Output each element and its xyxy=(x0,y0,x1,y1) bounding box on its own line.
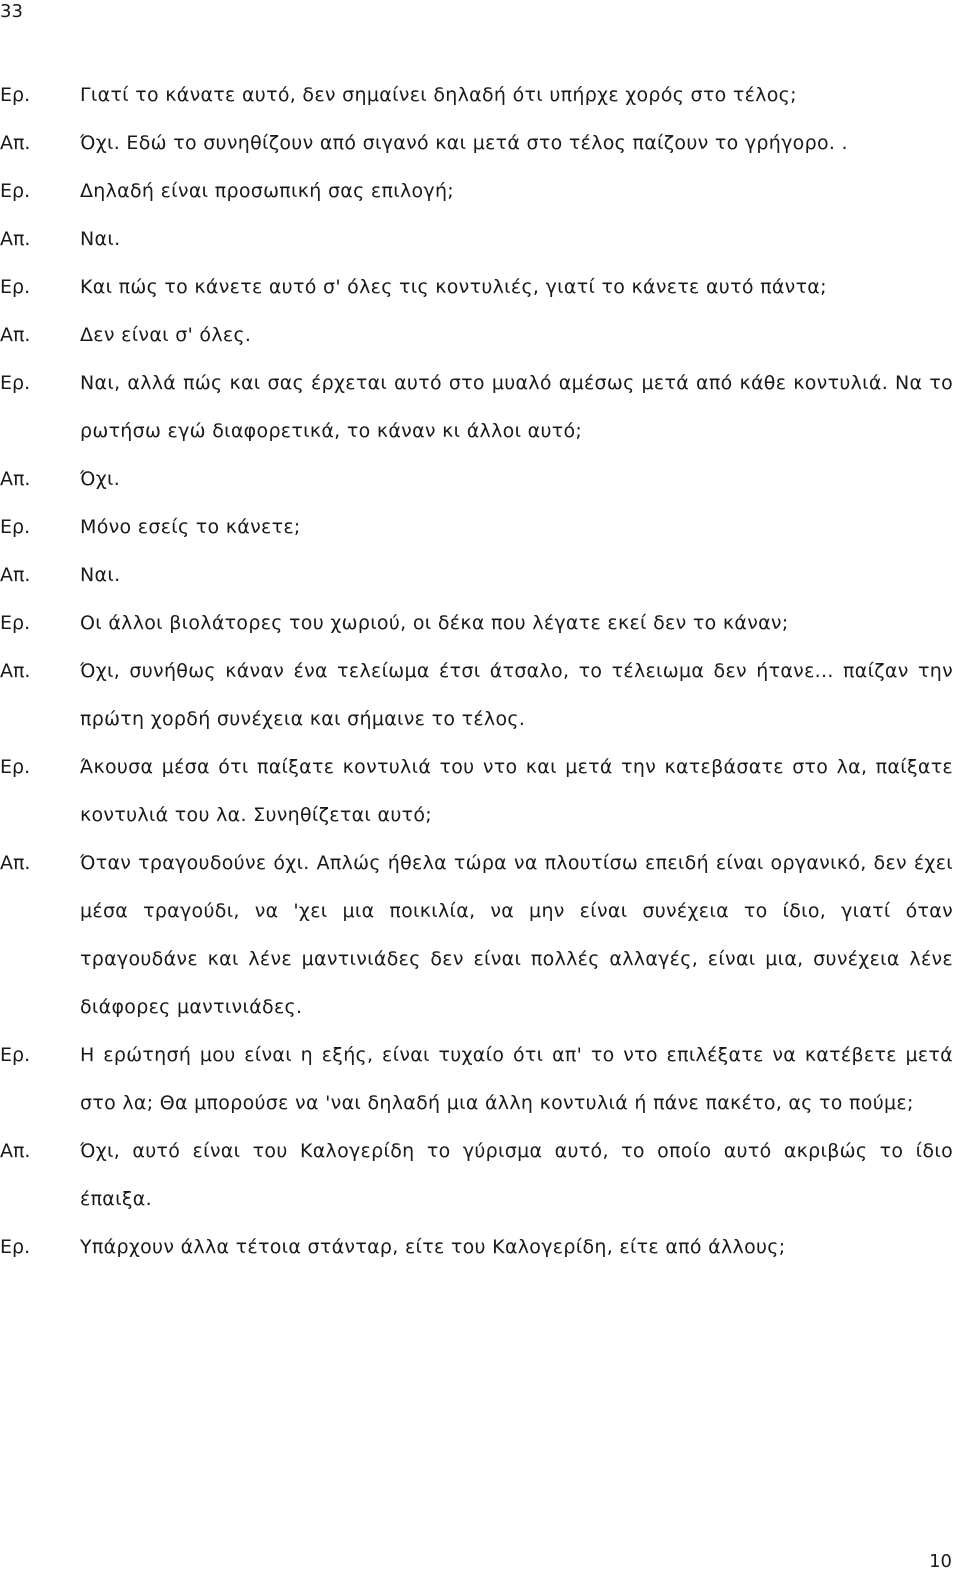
utterance-text: Όχι. xyxy=(80,468,121,490)
transcript-entry xyxy=(0,551,960,599)
transcript-entry xyxy=(0,215,960,263)
transcript-entry xyxy=(0,743,960,839)
interview-transcript xyxy=(0,71,960,1271)
speaker-label: Απ. xyxy=(0,852,31,874)
utterance-text: Οι άλλοι βιολάτορες του χωριού, οι δέκα που λέγατε εκεί δεν το κάναν; xyxy=(80,612,789,634)
transcript-entry xyxy=(0,647,960,743)
page-number-top: 33 xyxy=(0,1,23,22)
transcript-entry xyxy=(0,1223,960,1271)
utterance-text: Όχι, συνήθως κάναν ένα τελείωμα έτσι άτσαλο, το τέλειωμα δεν ήτανε... παίζαν την πρώτη χορδή συνέχεια και σήμαινε το τέλος. xyxy=(80,660,953,730)
transcript-entry xyxy=(0,167,960,215)
speaker-label: Ερ. xyxy=(0,84,31,106)
utterance-text: Και πώς το κάνετε αυτό σ' όλες τις κοντυλιές, γιατί το κάνετε αυτό πάντα; xyxy=(80,276,827,298)
transcript-entry xyxy=(0,359,960,455)
utterance-text: Όταν τραγουδούνε όχι. Απλώς ήθελα τώρα να πλουτίσω επειδή είναι οργανικό, δεν έχει μέσα τραγούδι, να 'χει μια ποικιλία, να μην είναι συνέχεια το ίδιο, γιατί όταν τραγουδάνε και λένε μαντινιάδες δεν είναι πολλές αλλαγές, είναι μια, συνέχεια λένε διάφορες μαντινιάδες. xyxy=(80,852,953,1018)
speaker-label: Απ. xyxy=(0,132,31,154)
utterance-text: Υπάρχουν άλλα τέτοια στάνταρ, είτε του Καλογερίδη, είτε από άλλους; xyxy=(80,1236,786,1258)
transcript-entry xyxy=(0,263,960,311)
speaker-label: Απ. xyxy=(0,1140,31,1162)
transcript-entry xyxy=(0,119,960,167)
speaker-label: Ερ. xyxy=(0,180,31,202)
utterance-text: Γιατί το κάνατε αυτό, δεν σημαίνει δηλαδή ότι υπήρχε χορός στο τέλος; xyxy=(80,84,797,106)
speaker-label: Ερ. xyxy=(0,516,31,538)
transcript-entry xyxy=(0,455,960,503)
utterance-text: Μόνο εσείς το κάνετε; xyxy=(80,516,301,538)
speaker-label: Ερ. xyxy=(0,756,31,778)
speaker-label: Απ. xyxy=(0,324,31,346)
transcript-entry xyxy=(0,71,960,119)
speaker-label: Απ. xyxy=(0,660,31,682)
speaker-label: Ερ. xyxy=(0,372,31,394)
transcript-entry xyxy=(0,1127,960,1223)
utterance-text: Η ερώτησή μου είναι η εξής, είναι τυχαίο ότι απ' το ντο επιλέξατε να κατέβετε μετά στο λα; Θα μπορούσε να 'ναι δηλαδή μια άλλη κοντυλιά ή πάνε πακέτο, ας το πούμε; xyxy=(80,1044,953,1114)
transcript-entry xyxy=(0,839,960,1031)
transcript-entry xyxy=(0,311,960,359)
page-number-bottom: 10 xyxy=(929,1551,952,1572)
speaker-label: Απ. xyxy=(0,564,31,586)
utterance-text: Όχι, αυτό είναι του Καλογερίδη το γύρισμα αυτό, το οποίο αυτό ακριβώς το ίδιο έπαιξα. xyxy=(80,1140,953,1210)
speaker-label: Απ. xyxy=(0,468,31,490)
speaker-label: Ερ. xyxy=(0,612,31,634)
speaker-label: Ερ. xyxy=(0,276,31,298)
speaker-label: Ερ. xyxy=(0,1236,31,1258)
speaker-label: Απ. xyxy=(0,228,31,250)
transcript-entry xyxy=(0,599,960,647)
transcript-entry xyxy=(0,1031,960,1127)
utterance-text: Άκουσα μέσα ότι παίξατε κοντυλιά του ντο και μετά την κατεβάσατε στο λα, παίξατε κοντυλιά του λα. Συνηθίζεται αυτό; xyxy=(80,756,953,826)
transcript-entry xyxy=(0,503,960,551)
utterance-text: Όχι. Εδώ το συνηθίζουν από σιγανό και μετά στο τέλος παίζουν το γρήγορο. . xyxy=(80,132,848,154)
speaker-label: Ερ. xyxy=(0,1044,31,1066)
utterance-text: Δηλαδή είναι προσωπική σας επιλογή; xyxy=(80,180,454,202)
utterance-text: Ναι, αλλά πώς και σας έρχεται αυτό στο μυαλό αμέσως μετά από κάθε κοντυλιά. Να το ρωτήσω εγώ διαφορετικά, το κάναν κι άλλοι αυτό; xyxy=(80,372,953,442)
utterance-text: Ναι. xyxy=(80,564,121,586)
utterance-text: Δεν είναι σ' όλες. xyxy=(80,324,252,346)
utterance-text: Ναι. xyxy=(80,228,121,250)
